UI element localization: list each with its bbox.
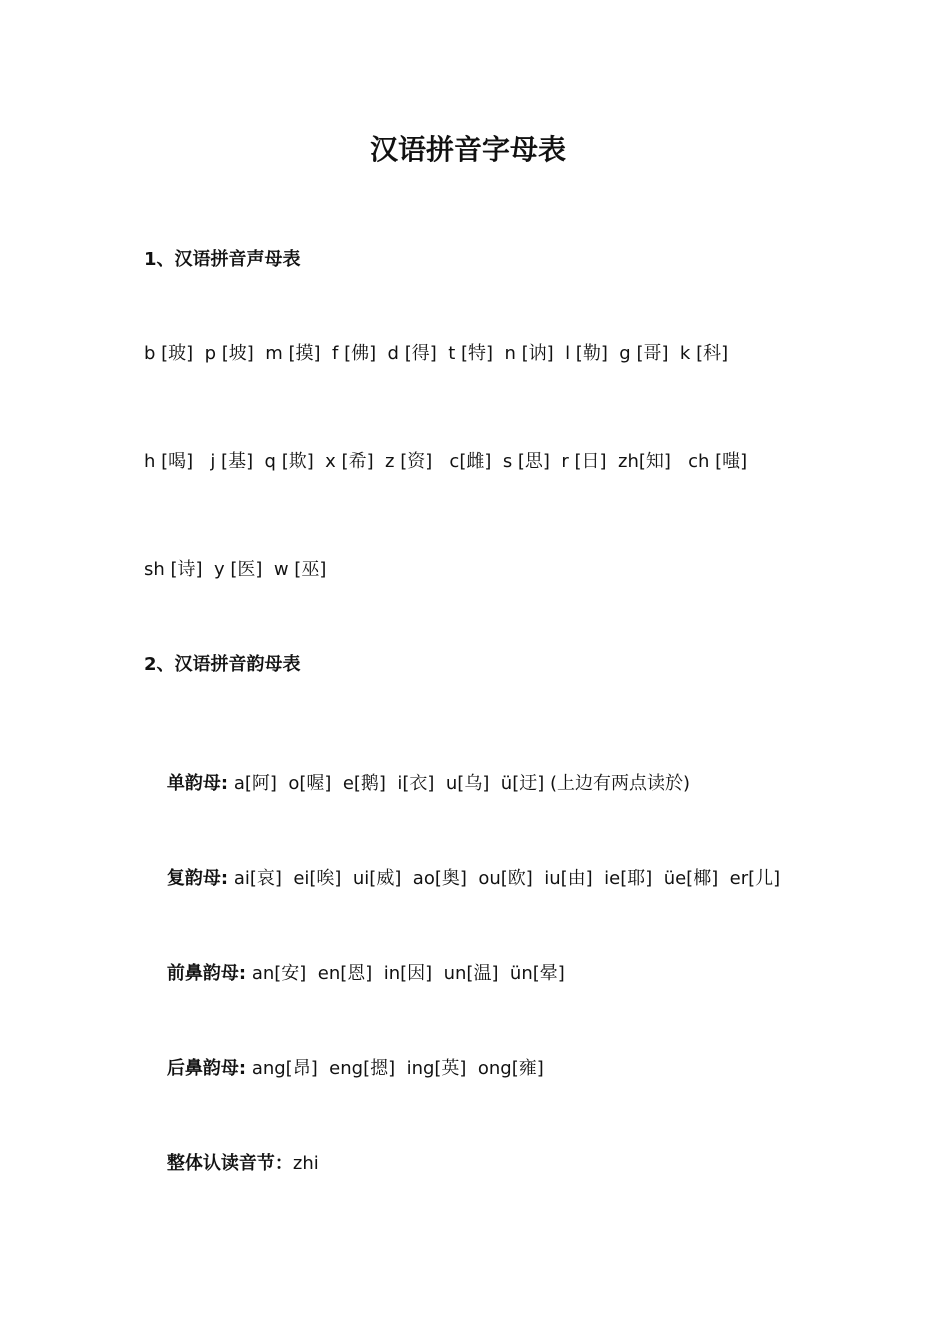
- page-title: 汉语拼音字母表: [369, 133, 566, 166]
- initials-row-1: b [玻] p [坡] m [摸] f [佛] d [得] t [特] n [讷] l [勒] g [哥] k [科]: [144, 343, 729, 364]
- finals-row-text: ai[哀] ei[唉] ui[威] ao[奥] ou[欧] iu[由] ie[耶] üe[椰] er[儿]: [228, 868, 781, 889]
- whole-syllables-row: [144, 1128, 319, 1200]
- initials-row-2: h [喝] j [基] q [欺] x [希] z [资] c[雌] s [思] r [日] zh[知] ch [嗤]: [144, 451, 748, 472]
- section-heading-finals: 2、汉语拼音韵母表: [144, 654, 301, 675]
- finals-row-label: 复韵母:: [166, 868, 229, 889]
- finals-row-back-nasal: [144, 1033, 544, 1105]
- finals-row-text: zhi: [292, 1153, 319, 1174]
- finals-row-simple: [144, 748, 690, 820]
- finals-row-text: an[安] en[恩] in[因] un[温] ün[晕]: [246, 963, 565, 984]
- finals-row-text: ang[昂] eng[摁] ing[英] ong[雍]: [246, 1058, 544, 1079]
- finals-row-label: 后鼻韵母:: [166, 1058, 247, 1079]
- finals-row-compound: [144, 843, 780, 915]
- finals-row-label: 单韵母:: [166, 773, 229, 794]
- initials-row-3: sh [诗] y [医] w [巫]: [144, 559, 327, 580]
- finals-row-text: a[阿] o[喔] e[鹅] i[衣] u[乌] ü[迂] (上边有两点读於): [228, 773, 691, 794]
- finals-row-front-nasal: [144, 938, 565, 1010]
- finals-row-label: 前鼻韵母:: [166, 963, 247, 984]
- finals-row-label: 整体认读音节：: [166, 1153, 293, 1174]
- section-heading-initials: 1、汉语拼音声母表: [144, 249, 301, 270]
